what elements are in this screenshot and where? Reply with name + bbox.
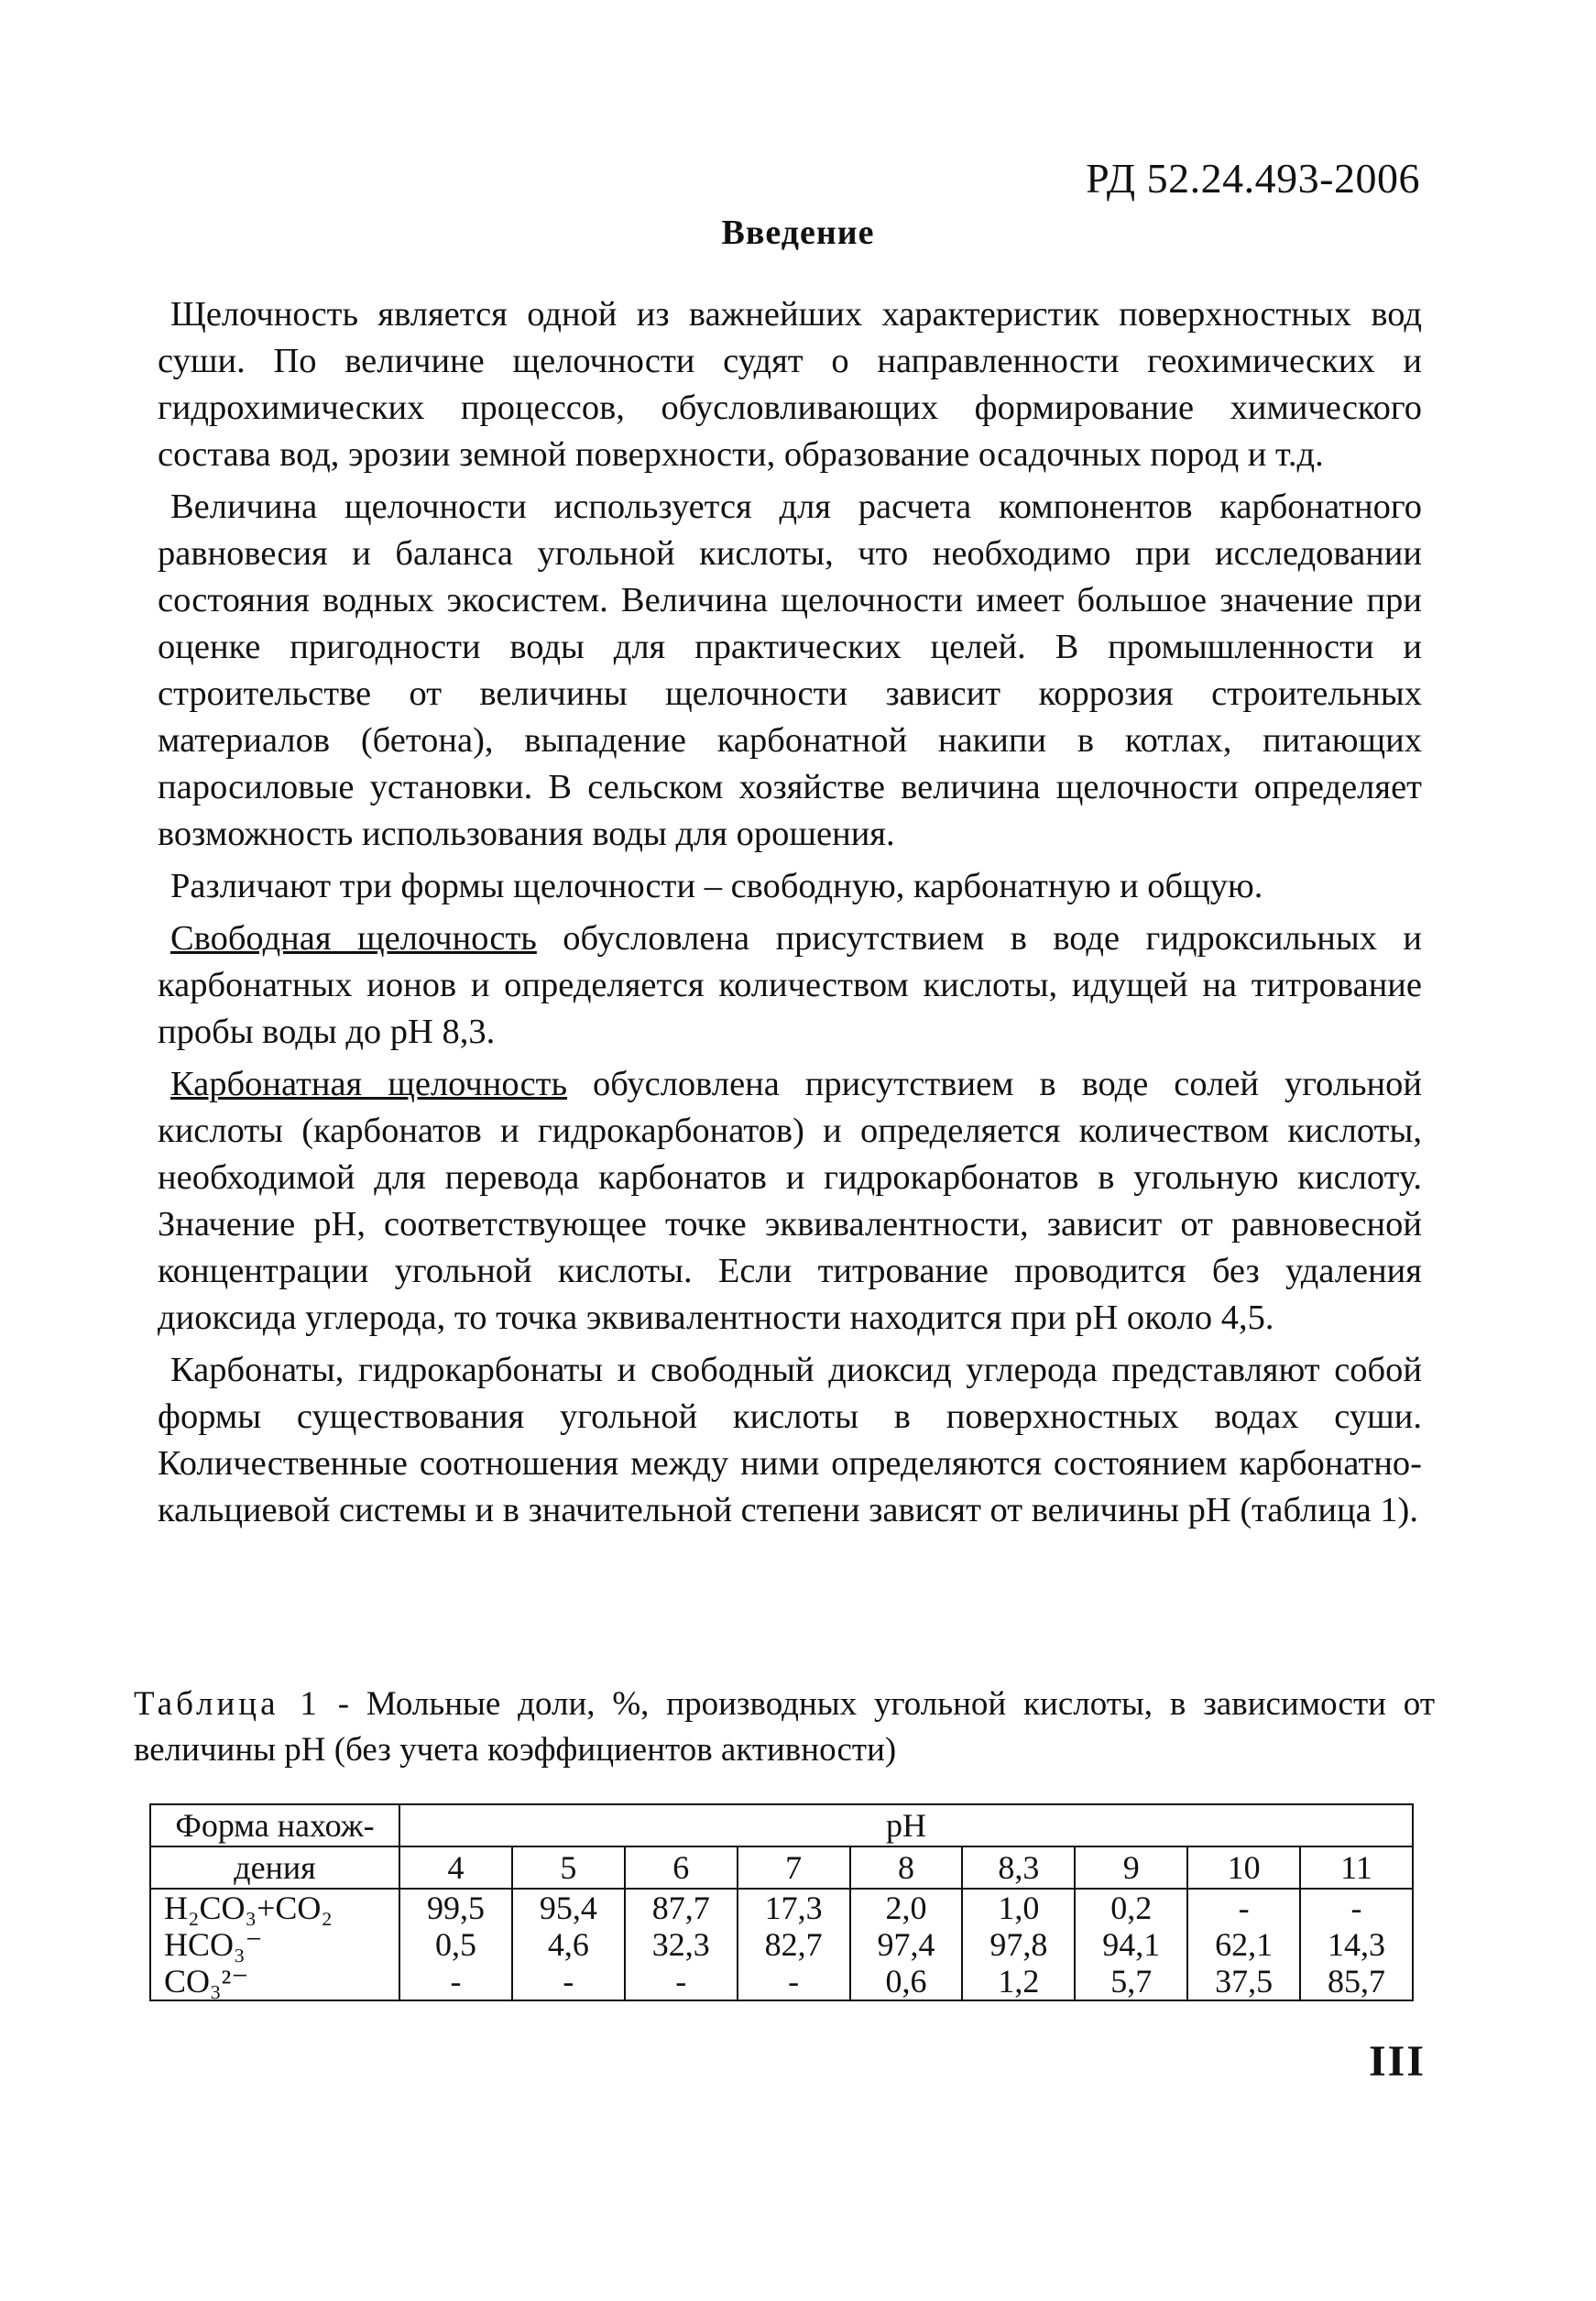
ph-value: 8	[850, 1846, 963, 1889]
table-row	[150, 1889, 1413, 1926]
table-cell: -	[738, 1963, 850, 2000]
document-code: РД 52.24.493-2006	[1086, 155, 1420, 202]
table-cell: 0,2	[1075, 1889, 1187, 1926]
paragraph-6: Карбонаты, гидрокарбонаты и свободный диоксид углерода представляют собой формы существования угольной кислоты в поверхностных водах суши. Количественные соотношения между ними определяются состоянием карбонатно-кальциевой системы и в значительной степени зависят от величины pH (таблица 1).	[158, 1351, 1422, 1529]
section-heading: Введение	[721, 214, 875, 252]
ph-value: 11	[1300, 1846, 1413, 1889]
form-header-line1: Форма нахож-	[150, 1804, 399, 1846]
paragraph-2: Величина щелочности используется для расчета компонентов карбонатного равновесия и баланса угольной кислоты, что необходимо при исследовании состояния водных экосистем. Величина щелочности имеет большое значение при оценке пригодности воды для практических целей. В промышленности и строительстве от величины щелочности зависит коррозия строительных материалов (бетона), выпадение карбонатной накипи в котлах, питающих паросиловые установки. В сельском хозяйстве величина щелочности определяет возможность использования воды для орошения.	[158, 488, 1422, 853]
row-label: HCO₃⁻	[150, 1926, 399, 1963]
table-caption-label: Таблица 1	[134, 1685, 321, 1723]
ph-value: 4	[399, 1846, 512, 1889]
table-cell: 0,5	[399, 1926, 512, 1963]
form-header-line2: дения	[150, 1846, 399, 1889]
table-cell: 2,0	[850, 1889, 963, 1926]
table-caption	[134, 1682, 1435, 1773]
ph-value: 9	[1075, 1846, 1187, 1889]
paragraph-5	[158, 1061, 1422, 1342]
table-cell: 4,6	[512, 1926, 625, 1963]
table-cell: -	[1300, 1889, 1413, 1926]
table-cell: 1,2	[962, 1963, 1075, 2000]
ph-value: 5	[512, 1846, 625, 1889]
paragraph-4	[158, 915, 1422, 1056]
table-row	[150, 1926, 1413, 1963]
row-label: H₂CO₃+CO₂	[150, 1889, 399, 1926]
table-cell: 14,3	[1300, 1926, 1413, 1963]
page-number: III	[1368, 2037, 1426, 2086]
table-cell: 87,7	[625, 1889, 738, 1926]
ph-header: pH	[399, 1804, 1413, 1846]
table-cell: 37,5	[1187, 1963, 1300, 2000]
table-cell: -	[512, 1963, 625, 2000]
table-cell: 5,7	[1075, 1963, 1187, 2000]
table-cell: 97,8	[962, 1926, 1075, 1963]
term-free-alkalinity: Свободная щелочность	[170, 919, 537, 958]
mole-fraction-table	[149, 1803, 1414, 2001]
table-header-row-2	[150, 1846, 1413, 1889]
table-cell: 95,4	[512, 1889, 625, 1926]
paragraph-5-text: обусловлена присутствием в воде солей угольной кислоты (карбонатов и гидрокарбонатов) и определяется количеством кислоты, необходимой для перевода карбонатов и гидрокарбонатов в угольную кислоту. Значение pH, соответствующее точке эквивалентности, зависит от равновесной концентрации угольной кислоты. Если титрование проводится без удаления диоксида углерода, то точка эквивалентности находится при pH около 4,5.	[158, 1065, 1422, 1337]
paragraph-3: Различают три формы щелочности – свободную, карбонатную и общую.	[170, 867, 1263, 905]
ph-value: 6	[625, 1846, 738, 1889]
ph-value: 10	[1187, 1846, 1300, 1889]
table-cell: 1,0	[962, 1889, 1075, 1926]
ph-value: 7	[738, 1846, 850, 1889]
table-cell: 94,1	[1075, 1926, 1187, 1963]
table-cell: 17,3	[738, 1889, 850, 1926]
body-text	[158, 291, 1422, 1539]
table-caption-text: - Мольные доли, %, производных угольной кислоты, в зависимости от величины pH (без учета коэффициентов активности)	[134, 1685, 1435, 1769]
paragraph-4-text: обусловлена присутствием в воде гидроксильных и карбонатных ионов и определяется количеством кислоты, идущей на титрование пробы воды до pH 8,3.	[158, 919, 1422, 1051]
table-row	[150, 1963, 1413, 2000]
term-carbonate-alkalinity: Карбонатная щелочность	[170, 1065, 568, 1103]
table-cell: -	[625, 1963, 738, 2000]
table-cell: 99,5	[399, 1889, 512, 1926]
row-label: CO₃²⁻	[150, 1963, 399, 2000]
ph-value: 8,3	[962, 1846, 1075, 1889]
table-cell: 97,4	[850, 1926, 963, 1963]
table-cell: 82,7	[738, 1926, 850, 1963]
table-cell: -	[1187, 1889, 1300, 1926]
table-cell: 0,6	[850, 1963, 963, 2000]
table-header-row-1	[150, 1804, 1413, 1846]
table-cell: -	[399, 1963, 512, 2000]
table-cell: 62,1	[1187, 1926, 1300, 1963]
table-cell: 32,3	[625, 1926, 738, 1963]
table-cell: 85,7	[1300, 1963, 1413, 2000]
paragraph-1: Щелочность является одной из важнейших характеристик поверхностных вод суши. По величине щелочности судят о направленности геохимических и гидрохимических процессов, обусловливающих формирование химического состава вод, эрозии земной поверхности, образование осадочных пород и т.д.	[158, 295, 1422, 474]
